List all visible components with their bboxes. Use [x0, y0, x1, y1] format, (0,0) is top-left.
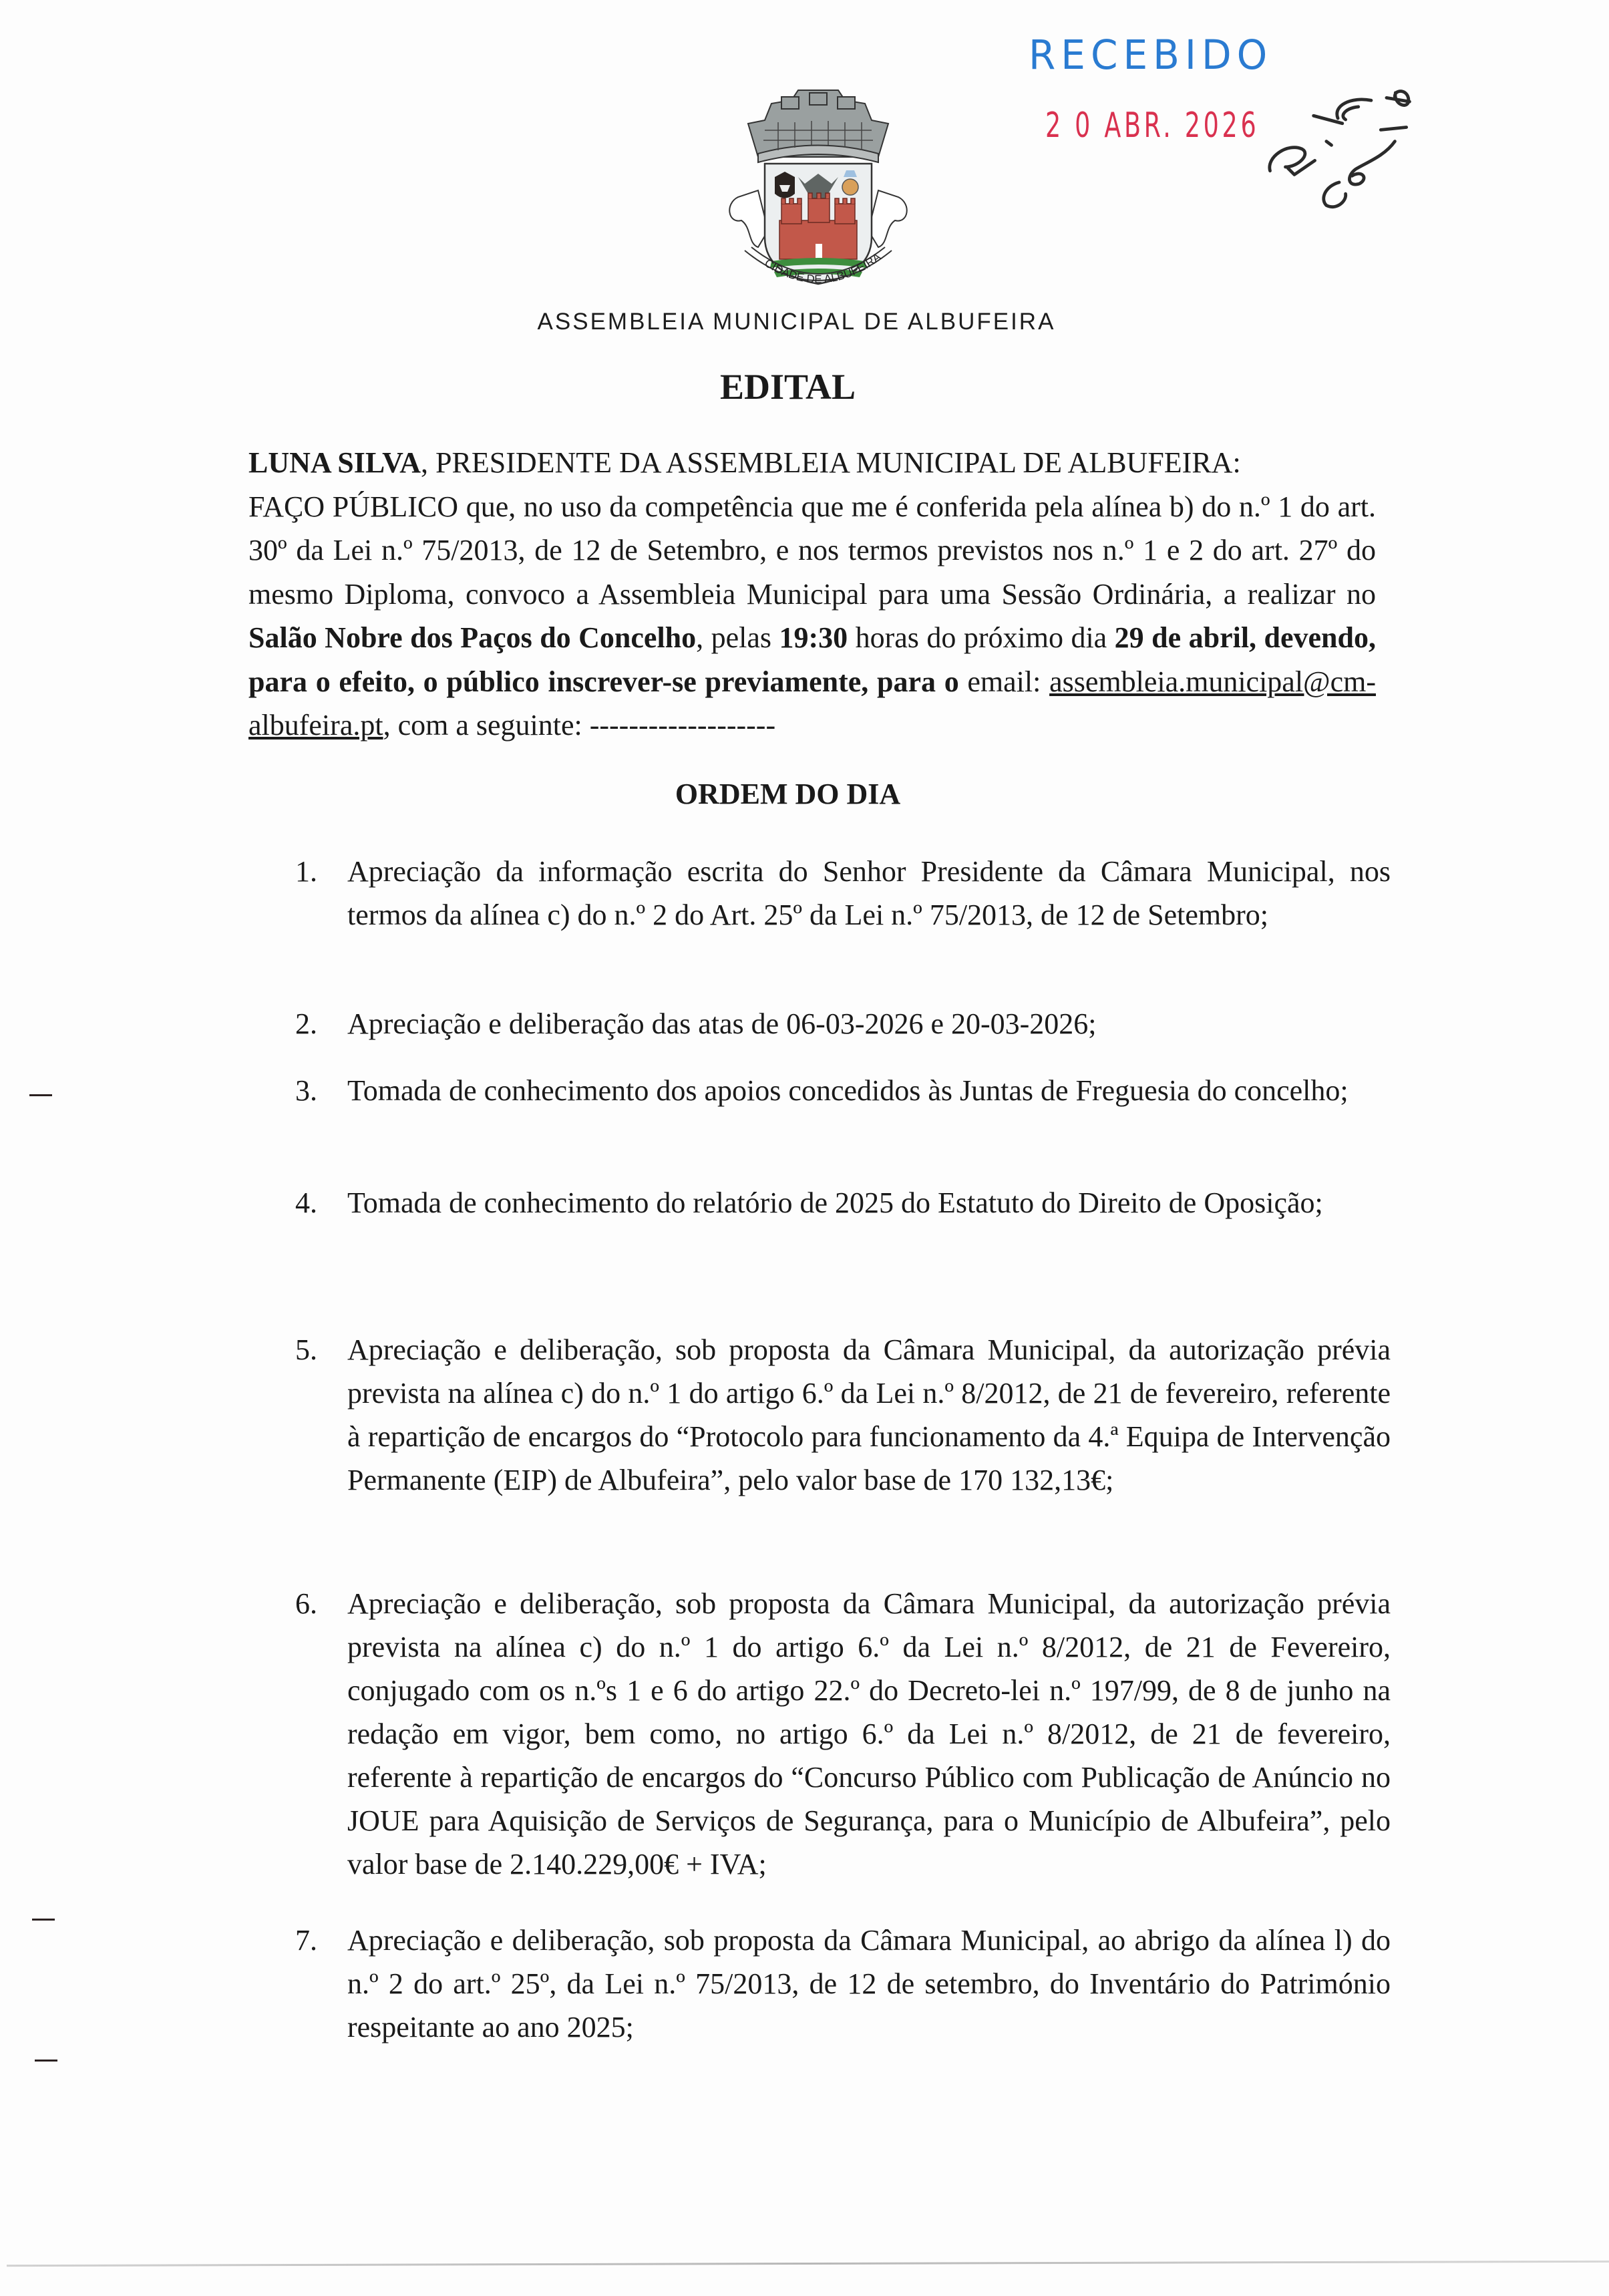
agenda-item-text: Apreciação e deliberação, sob proposta da Câmara Municipal, ao abrigo da alínea l) do n.º 2 do art.º 25º, da Lei n.º 75/2013, de 12 de setembro, do Inventário do Património respeitante ao ano 2025;	[347, 1924, 1391, 2043]
agenda-item-number: 2.	[295, 1007, 317, 1040]
agenda-item-number: 1.	[295, 855, 317, 888]
agenda-item-text: Tomada de conhecimento dos apoios concedidos às Juntas de Freguesia do concelho;	[347, 1074, 1349, 1107]
agenda-item-number: 5.	[295, 1333, 317, 1366]
president-name: LUNA SILVA	[248, 446, 421, 479]
agenda-item-text: Apreciação da informação escrita do Senhor Presidente da Câmara Municipal, nos termos da alínea c) do n.º 2 do Art. 25º da Lei n.º 75/2013, de 12 de Setembro;	[347, 855, 1391, 931]
intro-body-5: , com a seguinte: -------------------	[383, 709, 776, 742]
fold-mark	[35, 2060, 57, 2062]
meeting-date-note: 29 de abril, devendo, para o efeito, o público inscrever-se previamente, para o	[248, 621, 1376, 698]
albufeira-coat-of-arms-icon	[718, 84, 918, 297]
intro-body-1: que, no uso da competência que me é conferida pela alínea b) do n.º 1 do art. 30º da Lei n.º 75/2013, de 12 de Setembro, e nos termos previstos nos n.º 1 e 2 do art. 27º do mesmo Diploma, convoco a Assembleia Municipal para uma Sessão Ordinária, a realizar no	[248, 490, 1376, 611]
document-title-text: EDITAL	[719, 367, 856, 407]
email-link[interactable]: assembleia.municipal@cm-albufeira.pt	[248, 665, 1376, 742]
intro-paragraph	[248, 441, 1376, 748]
fold-mark	[32, 1919, 55, 1921]
agenda-title	[0, 777, 1609, 811]
agenda-item-number: 7.	[295, 1924, 317, 1957]
fold-mark	[29, 1094, 52, 1096]
president-title: , PRESIDENTE DA ASSEMBLEIA MUNICIPAL DE ALBUFEIRA:	[421, 446, 1241, 479]
received-stamp-date: 2 0 ABR. 2026	[1045, 106, 1260, 146]
intro-text	[248, 441, 1376, 748]
meeting-time: 19:30	[779, 621, 848, 654]
intro-body-2: , pelas	[696, 621, 779, 654]
agenda-item-number: 3.	[295, 1074, 317, 1107]
agenda-item-number: 4.	[295, 1186, 317, 1219]
organization-header	[0, 309, 1609, 335]
agenda-item-text: Apreciação e deliberação, sob proposta da Câmara Municipal, da autorização prévia prevista na alínea c) do n.º 1 do artigo 6.º da Lei n.º 8/2012, de 21 de fevereiro, referente à repartição de encargos do “Protocolo para funcionamento da 4.ª Equipa de Intervenção Permanente (EIP) de Albufeira”, pelo valor base de 170 132,13€;	[347, 1333, 1391, 1496]
received-stamp: RECEBIDO	[1029, 31, 1273, 79]
coat-motto: CIDADE DE ALBUFEIRA	[762, 250, 884, 286]
agenda-title-text: ORDEM DO DIA	[675, 778, 901, 810]
document-title	[0, 366, 1609, 407]
organization-name: ASSEMBLEIA MUNICIPAL DE ALBUFEIRA	[537, 309, 1056, 335]
intro-body-4: email:	[958, 665, 1050, 698]
venue: Salão Nobre dos Paços do Concelho	[248, 621, 697, 654]
agenda-item-text: Apreciação e deliberação das atas de 06-03-2026 e 20-03-2026;	[347, 1007, 1097, 1040]
handwritten-signature-icon	[1242, 73, 1436, 227]
agenda-item-text: Apreciação e deliberação, sob proposta da Câmara Municipal, da autorização prévia prevista na alínea c) do n.º 1 do artigo 6.º da Lei n.º 8/2012, de 21 de Fevereiro, conjugado com os n.ºs 1 e 6 do artigo 22.º do Decreto-lei n.º 197/99, de 8 de junho na redação em vigor, bem como, no artigo 6.º da Lei n.º 8/2012, de 21 de fevereiro, referente à repartição de encargos do “Concurso Público com Publicação de Anúncio no JOUE para Aquisição de Serviços de Segurança, para o Município de Albufeira”, pelo valor base de 2.140.229,00€ + IVA;	[347, 1587, 1391, 1880]
announce-label: FAÇO PÚBLICO	[248, 490, 459, 523]
scan-edge-line	[7, 2261, 1609, 2267]
intro-body-3: horas do próximo dia	[848, 621, 1115, 654]
agenda-item-number: 6.	[295, 1587, 317, 1620]
agenda-item-text: Tomada de conhecimento do relatório de 2025 do Estatuto do Direito de Oposição;	[347, 1186, 1323, 1219]
